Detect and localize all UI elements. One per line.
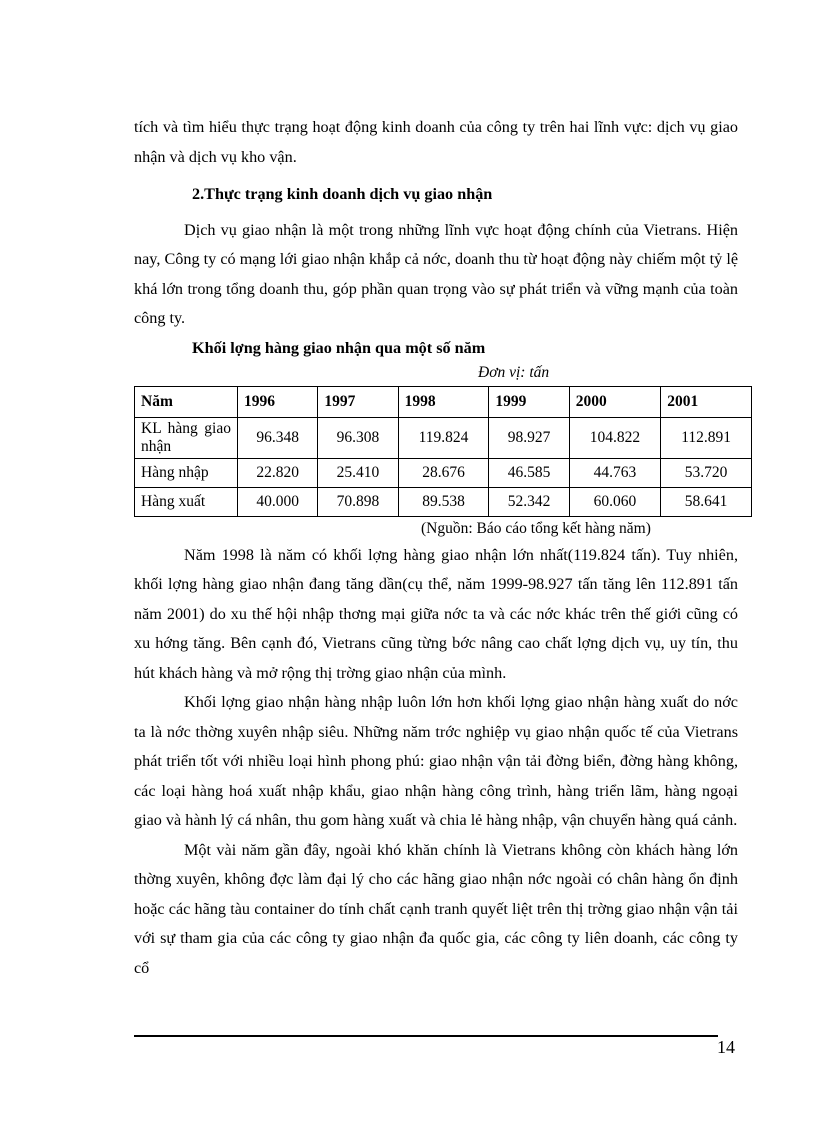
header-cell: 1999 (489, 386, 569, 417)
body-paragraph: Một vài năm gần đây, ngoài khó khăn chính là Vietrans không còn khách hàng lớn thờng xuyên, không đợc làm đại lý cho các hãng giao nhận nớc ngoài có chân hàng ổn định hoặc các hãng tàu container do tính chất cạnh tranh quyết liệt trên thị trờng giao nhận vận tải với sự tham gia của các công ty giao nhận đa quốc gia, các công ty liên doanh, các công ty cổ (134, 840, 738, 977)
header-cell: 1997 (318, 386, 398, 417)
table-cell: 112.891 (661, 417, 752, 458)
header-cell: 2000 (569, 386, 661, 417)
header-cell: 2001 (661, 386, 752, 417)
table-cell: 96.308 (318, 417, 398, 458)
table-cell: 96.348 (238, 417, 318, 458)
table-cell: 98.927 (489, 417, 569, 458)
row-label: Hàng xuất (135, 487, 238, 516)
intro-paragraph: tích và tìm hiểu thực trạng hoạt động kinh doanh của công ty trên hai lĩnh vực: dịch vụ giao nhận và dịch vụ kho vận. (134, 118, 738, 166)
body-paragraph: Năm 1998 là năm có khối lợng hàng giao nhận lớn nhất(119.824 tấn). Tuy nhiên, khối lợng hàng giao nhận đang tăng dần(cụ thể, năm 1999-98.927 tấn tăng lên 112.891 tấn năm 2001) do xu thế hội nhập thơng mại giữa nớc ta và các nớc khác trên thế giới cũng có xu hớng tăng. Bên cạnh đó, Vietrans cũng từng bớc nâng cao chất lợng dịch vụ, uy tín, thu hút khách hàng và mở rộng thị trờng giao nhận của mình. (134, 545, 738, 682)
table-cell: 46.585 (489, 458, 569, 487)
table-cell: 60.060 (569, 487, 661, 516)
table-cell: 25.410 (318, 458, 398, 487)
row-label: Hàng nhập (135, 458, 238, 487)
section-heading: 2.Thực trạng kinh doanh dịch vụ giao nhận (192, 185, 493, 203)
footer-rule (134, 1035, 718, 1037)
table-row (135, 487, 752, 516)
section-paragraph: Dịch vụ giao nhận là một trong những lĩnh vực hoạt động chính của Vietrans. Hiện nay, Công ty có mạng lới giao nhận khắp cả nớc, doanh thu từ hoạt động này chiếm một tỷ lệ khá lớn trong tổng doanh thu, góp phần quan trọng vào sự phát triển và vững mạnh của toàn công ty. (134, 220, 738, 327)
table-row (135, 458, 752, 487)
header-cell: Năm (135, 386, 238, 417)
volume-table (134, 386, 752, 517)
body-paragraph: Khối lợng giao nhận hàng nhập luôn lớn hơn khối lợng giao nhận hàng xuất do nớc ta là nớc thờng xuyên nhập siêu. Những năm trớc nghiệp vụ giao nhận quốc tế của Vietrans phát triển tốt với nhiều loại hình phong phú: giao nhận vận tải đờng biển, đờng hàng không, các loại hàng hoá xuất nhập khẩu, giao nhận hàng công trình, hàng triển lãm, hàng ngoại giao và hành lý cá nhân, thu gom hàng xuất và chia lẻ hàng nhập, vận chuyển hàng quá cảnh. (134, 693, 738, 829)
table-source: (Nguồn: Báo cáo tổng kết hàng năm) (421, 519, 651, 537)
table-cell: 52.342 (489, 487, 569, 516)
table-cell: 89.538 (398, 487, 489, 516)
table-cell: 40.000 (238, 487, 318, 516)
table-cell: 44.763 (569, 458, 661, 487)
table-cell: 58.641 (661, 487, 752, 516)
table-cell: 70.898 (318, 487, 398, 516)
row-label: KL hàng giao nhận (135, 417, 238, 458)
page-number: 14 (717, 1037, 735, 1057)
table-cell: 53.720 (661, 458, 752, 487)
table-header-row (135, 386, 752, 417)
table-cell: 119.824 (398, 417, 489, 458)
table-row (135, 417, 752, 458)
header-cell: 1996 (238, 386, 318, 417)
table-cell: 104.822 (569, 417, 661, 458)
document-page (134, 113, 738, 983)
header-cell: 1998 (398, 386, 489, 417)
table-unit: Đơn vị: tấn (478, 363, 550, 381)
table-title: Khối lợng hàng giao nhận qua một số năm (192, 338, 486, 357)
table-cell: 28.676 (398, 458, 489, 487)
table-cell: 22.820 (238, 458, 318, 487)
